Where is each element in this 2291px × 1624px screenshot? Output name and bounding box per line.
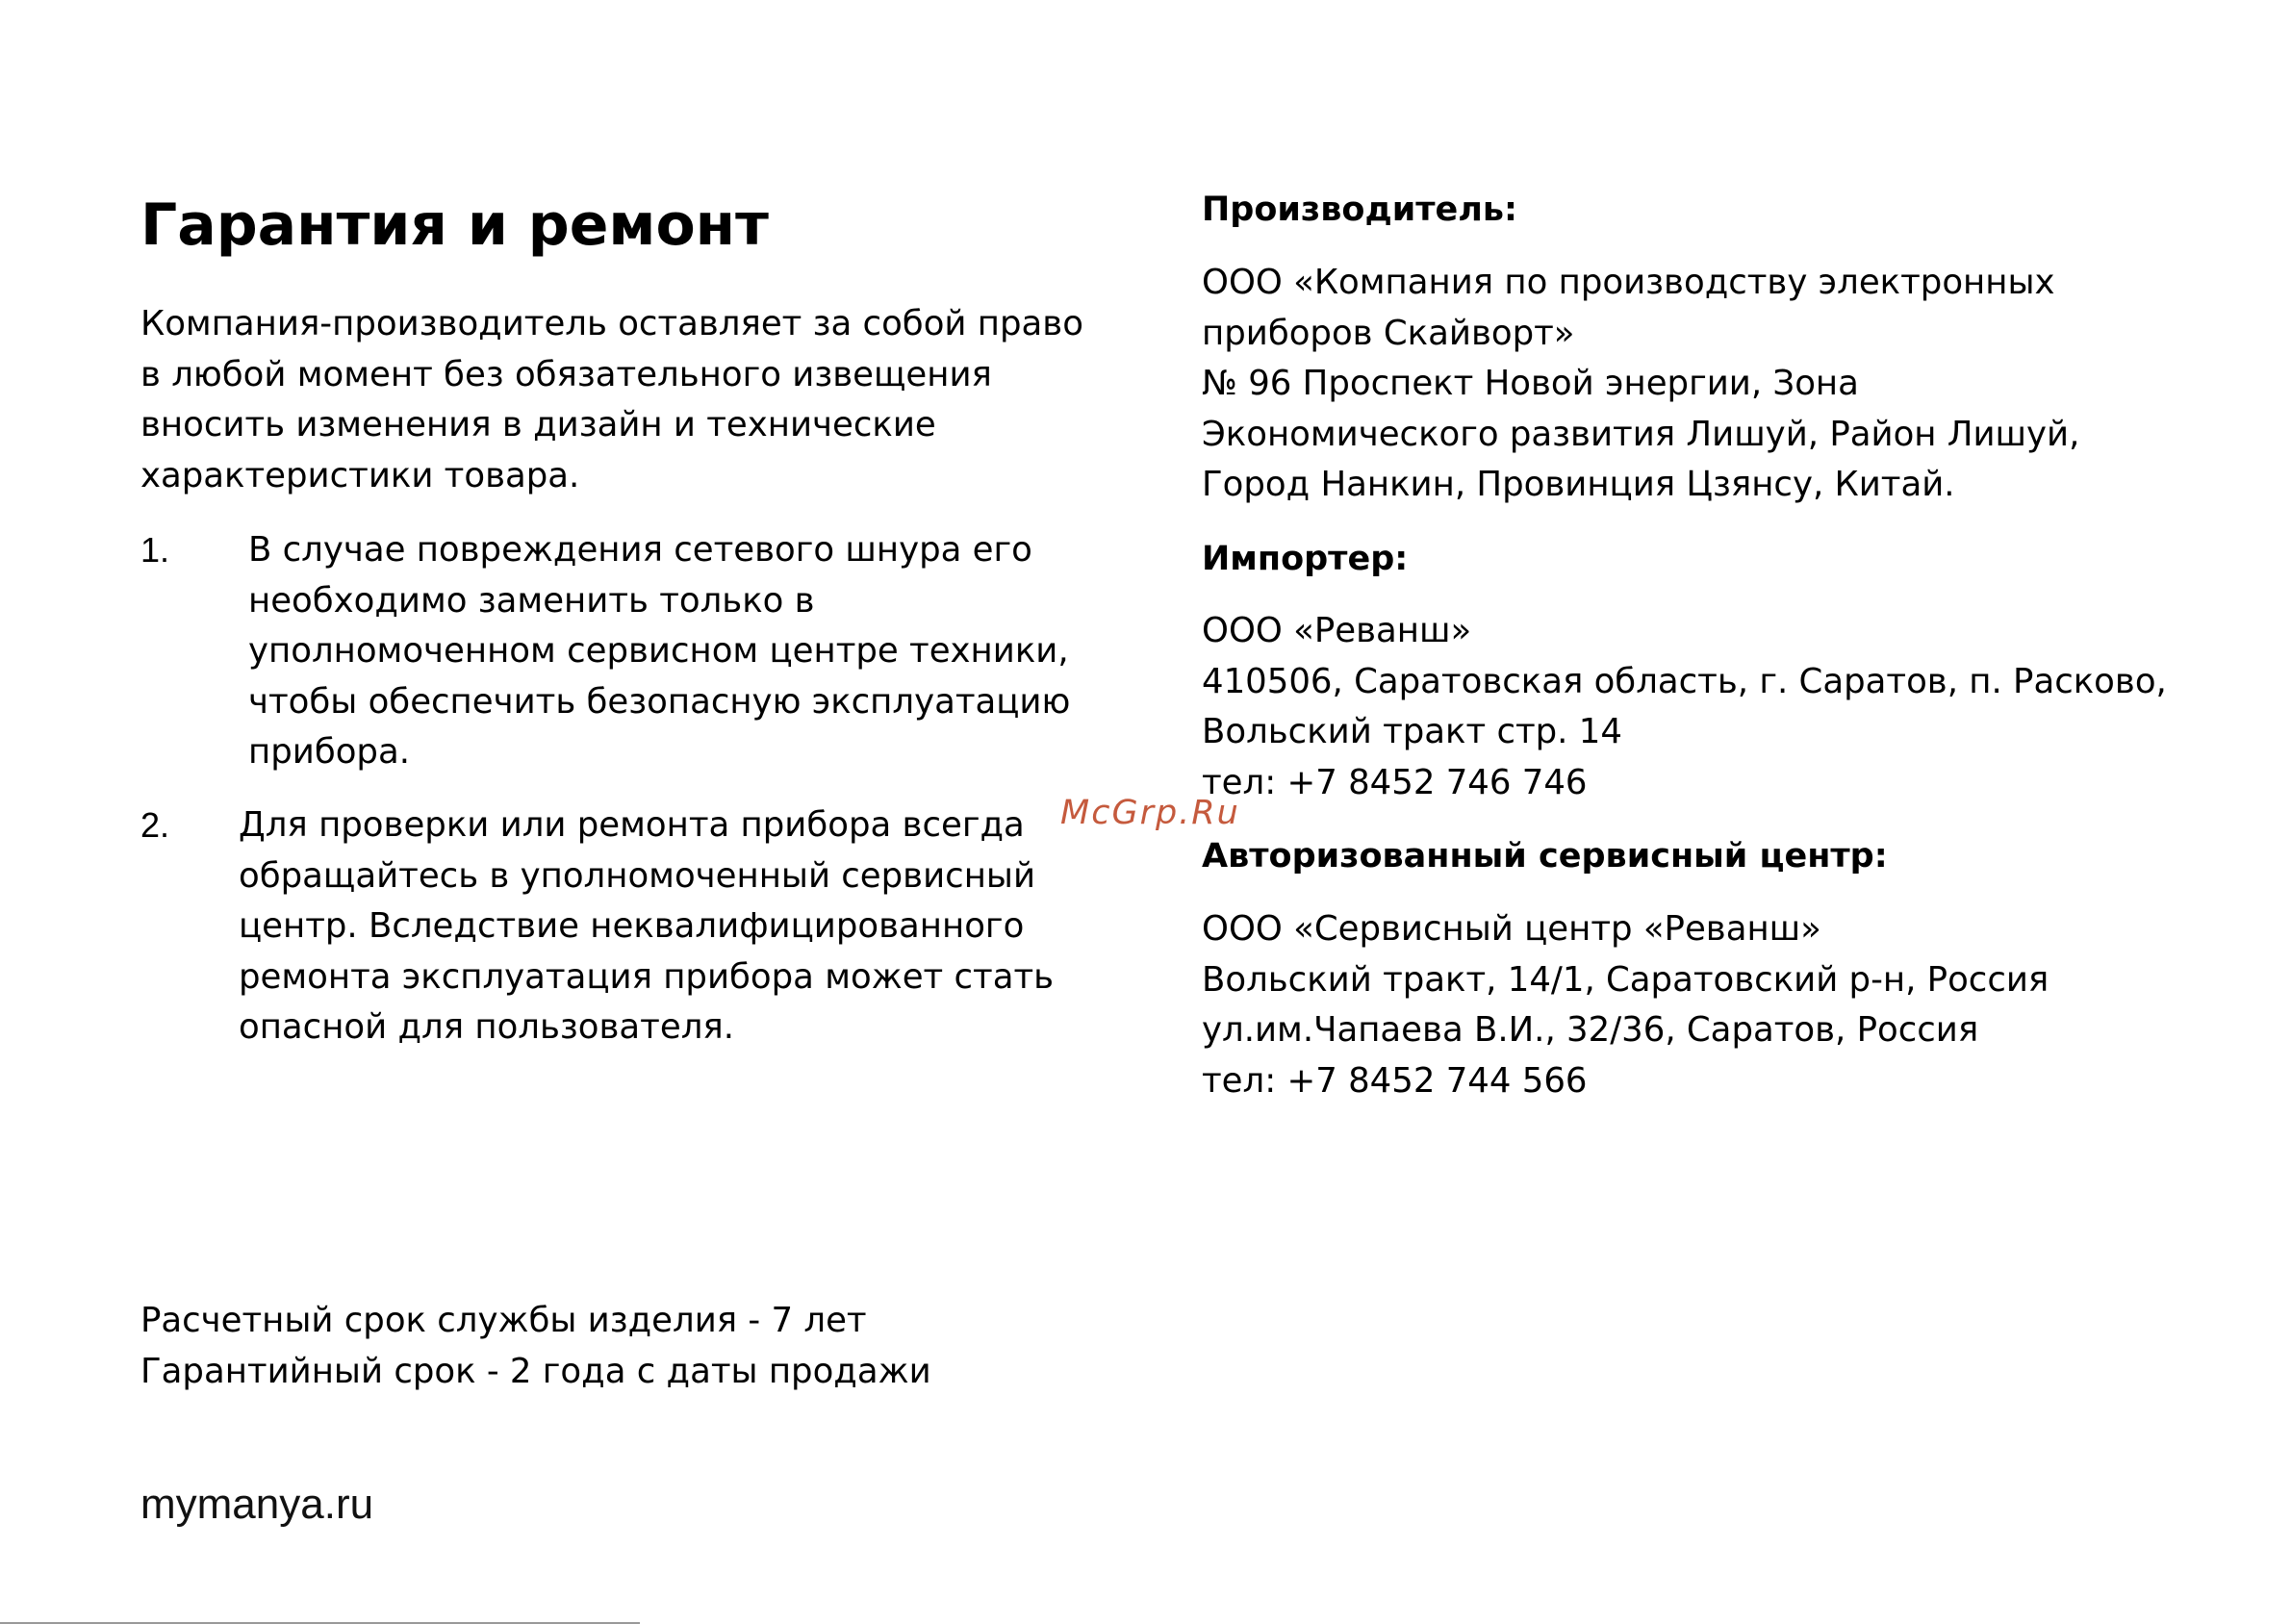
list-item-2-line: Для проверки или ремонта прибора всегда bbox=[239, 805, 1025, 845]
importer-line: 410506, Саратовская область, г. Саратов, п. Расково, bbox=[1202, 661, 2167, 701]
service-center-phone: тел: +7 8452 744 566 bbox=[1202, 1060, 1588, 1101]
list-item-1-number: 1. bbox=[140, 530, 170, 570]
importer-heading: Импортер: bbox=[1202, 540, 1409, 578]
manufacturer-heading: Производитель: bbox=[1202, 190, 1518, 229]
service-center-heading: Авторизованный сервисный центр: bbox=[1202, 837, 1888, 875]
list-item-2-text bbox=[239, 800, 1054, 1053]
warranty-period-line: Гарантийный срок - 2 года с даты продажи bbox=[140, 1351, 931, 1391]
list-item-1-line: уполномоченном сервисном центре техники, bbox=[248, 631, 1069, 671]
importer-line: ООО «Реванш» bbox=[1202, 611, 1472, 650]
manufacturer-line: приборов Скайворт» bbox=[1202, 313, 1575, 353]
manufacturer-line: Город Нанкин, Провинция Цзянсу, Китай. bbox=[1202, 465, 1955, 504]
list-item-1-line: чтобы обеспечить безопасную эксплуатацию bbox=[248, 681, 1071, 722]
list-item-1-line: прибора. bbox=[248, 732, 411, 772]
watermark: McGrp.Ru bbox=[1060, 794, 1240, 832]
list-item-2-line: опасной для пользователя. bbox=[239, 1007, 735, 1047]
intro-line: характеристики товара. bbox=[140, 455, 580, 495]
manufacturer-details bbox=[1202, 258, 2079, 511]
manufacturer-line: № 96 Проспект Новой энергии, Зона bbox=[1202, 364, 1859, 403]
intro-line: вносить изменения в дизайн и технические bbox=[140, 405, 936, 444]
intro-line: Компания-производитель оставляет за собой право bbox=[140, 304, 1083, 343]
list-item-1-line: необходимо заменить только в bbox=[248, 580, 815, 621]
list-item-2-line: центр. Вследствие неквалифицированного bbox=[239, 906, 1025, 946]
service-center-details bbox=[1202, 904, 2049, 1106]
website-link[interactable]: mymanya.ru bbox=[140, 1481, 374, 1528]
list-item-2-number: 2. bbox=[140, 805, 170, 845]
importer-line: Вольский тракт стр. 14 bbox=[1202, 712, 1622, 751]
manufacturer-line: ООО «Компания по производству электронных bbox=[1202, 263, 2055, 302]
service-life-info bbox=[140, 1296, 931, 1397]
list-item-2-line: обращайтесь в уполномоченный сервисный bbox=[239, 855, 1036, 896]
list-item-1-line: В случае повреждения сетевого шнура его bbox=[248, 530, 1032, 570]
importer-details bbox=[1202, 606, 2167, 808]
page-title: Гарантия и ремонт bbox=[140, 191, 769, 259]
service-center-line: ул.им.Чапаева В.И., 32/36, Саратов, Россия bbox=[1202, 1010, 1979, 1050]
importer-phone: тел: +7 8452 746 746 bbox=[1202, 762, 1588, 802]
list-item-2-line: ремонта эксплуатация прибора может стать bbox=[239, 956, 1055, 997]
service-center-line: ООО «Сервисный центр «Реванш» bbox=[1202, 909, 1821, 949]
intro-paragraph bbox=[140, 299, 1083, 501]
service-life-line: Расчетный срок службы изделия - 7 лет bbox=[140, 1301, 867, 1340]
intro-line: в любой момент без обязательного извещения bbox=[140, 354, 992, 394]
service-center-line: Вольский тракт, 14/1, Саратовский р-н, Россия bbox=[1202, 959, 2049, 1000]
list-item-1-text bbox=[248, 525, 1070, 778]
manufacturer-line: Экономического развития Лишуй, Район Лишуй, bbox=[1202, 414, 2080, 454]
